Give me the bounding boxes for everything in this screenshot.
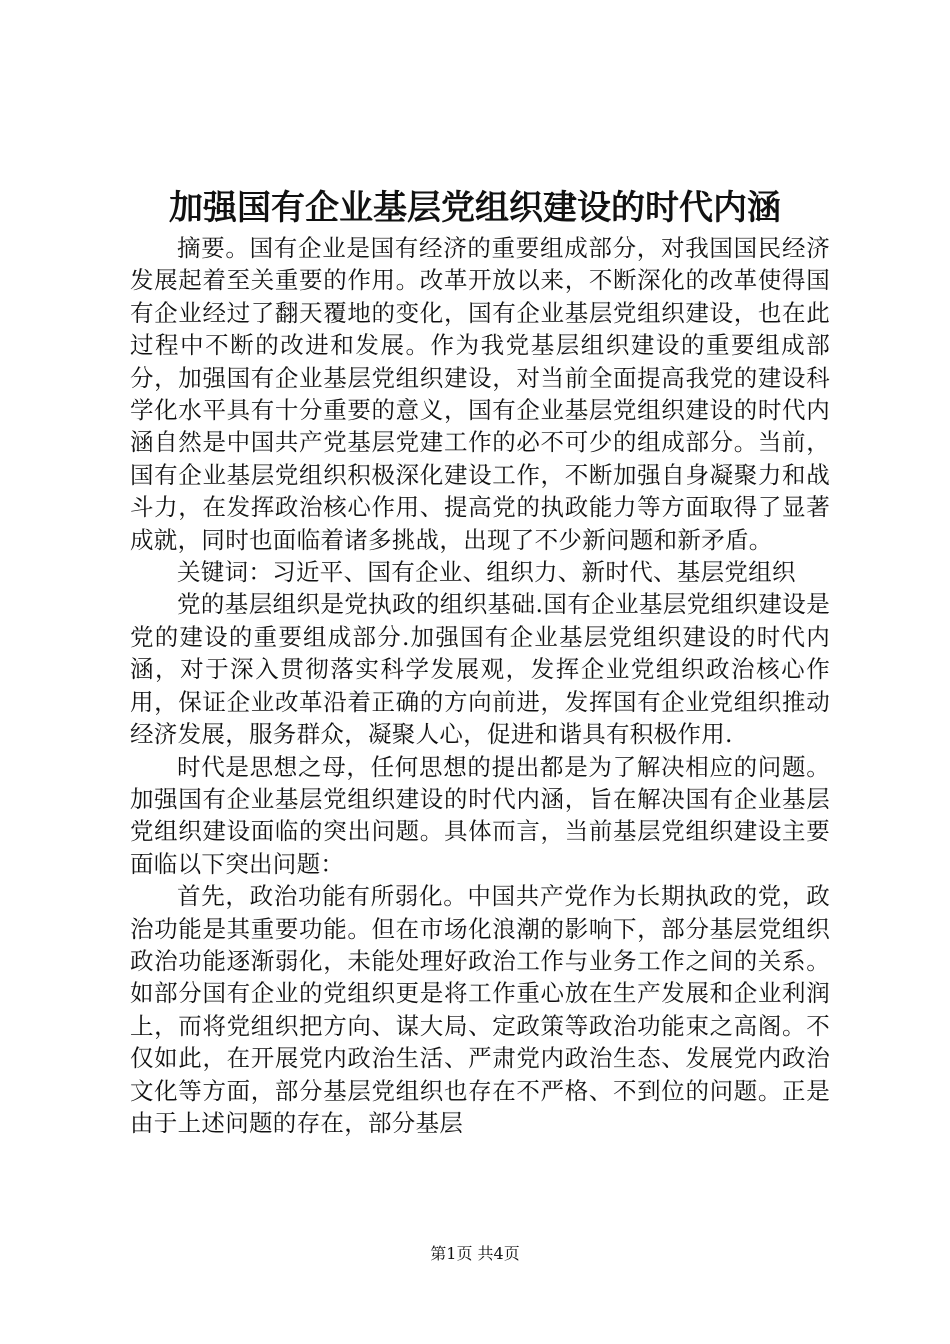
document-body xyxy=(130,232,830,1139)
page-footer: 第1页 共4页 xyxy=(430,1244,520,1263)
document-title: 加强国有企业基层党组织建设的时代内涵 xyxy=(169,188,781,228)
keywords-paragraph: 关键词：习近平、国有企业、组织力、新时代、基层党组织 xyxy=(177,558,796,587)
abstract-paragraph: 摘要。国有企业是国有经济的重要组成部分，对我国国民经济发展起着至关重要的作用。改革开放以来，不断深化的改革使得国有企业经过了翻天覆地的变化，国有企业基层党组织建设，也在此过程中不断的改进和发展。作为我党基层组织建设的重要组成部分，加强国有企业基层党组织建设，对当前全面提高我党的建设科学化水平具有十分重要的意义，国有企业基层党组织建设的时代内涵自然是中国共产党基层党建工作的必不可少的组成部分。当前，国有企业基层党组织积极深化建设工作，不断加强自身凝聚力和战斗力，在发挥政治核心作用、提高党的执政能力等方面取得了显著成就，同时也面临着诸多挑战，出现了不少新问题和新矛盾。 xyxy=(130,234,830,554)
body-paragraph: 首先，政治功能有所弱化。中国共产党作为长期执政的党，政治功能是其重要功能。但在市场化浪潮的影响下，部分基层党组织政治功能逐渐弱化，未能处理好政治工作与业务工作之间的关系。如部分国有企业的党组织更是将工作重心放在生产发展和企业利润上，而将党组织把方向、谋大局、定政策等政治功能束之高阁。不仅如此，在开展党内政治生活、严肃党内政治生态、发展党内政治文化等方面，部分基层党组织也存在不严格、不到位的问题。正是由于上述问题的存在，部分基层 xyxy=(130,882,830,1137)
body-paragraph: 时代是思想之母，任何思想的提出都是为了解决相应的问题。加强国有企业基层党组织建设的时代内涵，旨在解决国有企业基层党组织建设面临的突出问题。具体而言，当前基层党组织建设主要面临以下突出问题： xyxy=(130,752,830,878)
body-paragraph: 党的基层组织是党执政的组织基础.国有企业基层党组织建设是党的建设的重要组成部分.加强国有企业基层党组织建设的时代内涵，对于深入贯彻落实科学发展观，发挥企业党组织政治核心作用，保证企业改革沿着正确的方向前进，发挥国有企业党组织推动经济发展，服务群众，凝聚人心，促进和谐具有积极作用. xyxy=(130,590,830,749)
